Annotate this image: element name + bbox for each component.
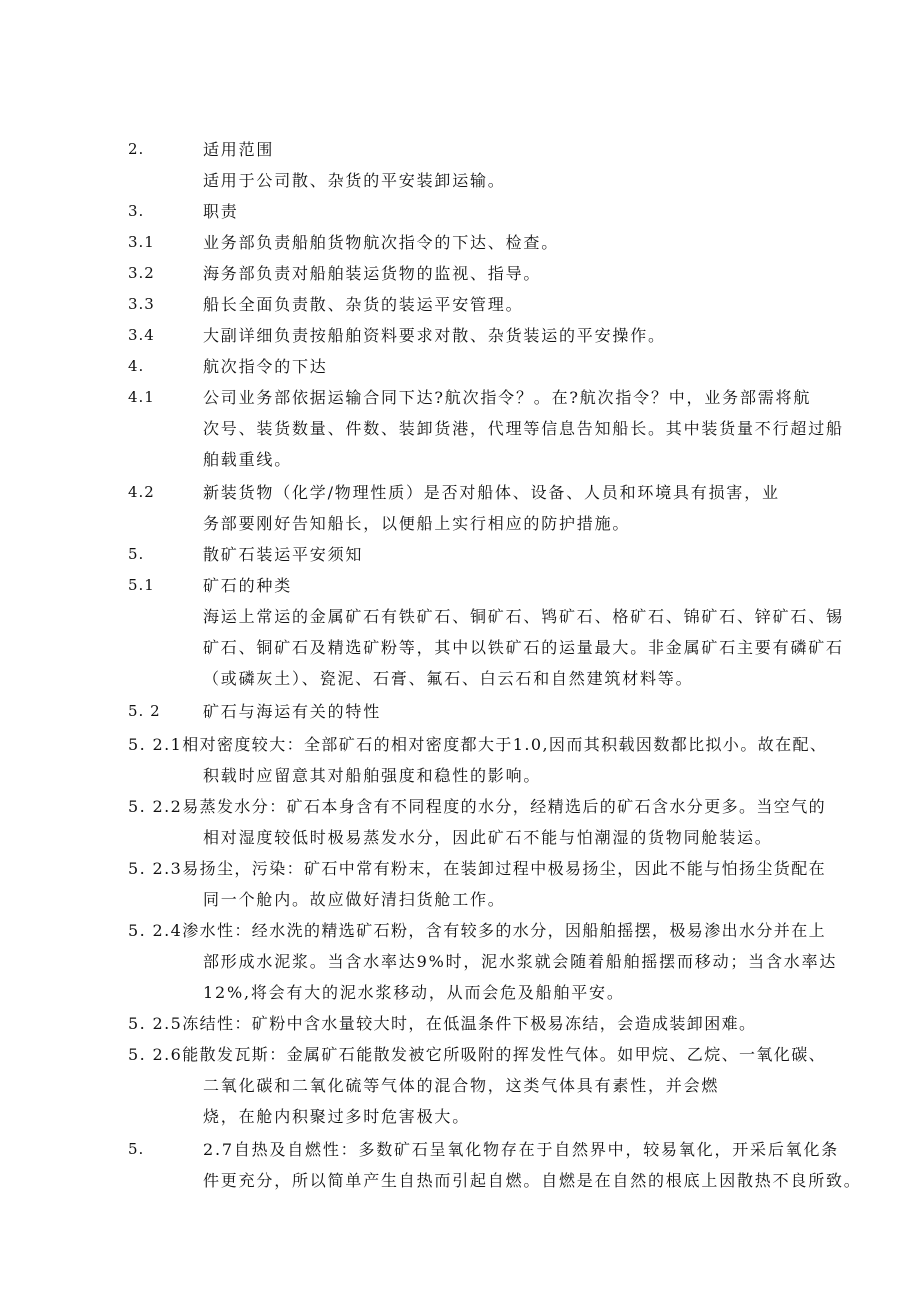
section-number: 5.1 [128, 576, 155, 594]
paragraph-line: 二氧化碳和二氧化硫等气体的混合物，这类气体具有素性，并会燃 [203, 1076, 720, 1095]
section-title: 职责 [203, 202, 239, 221]
section-5-2-5 [0, 1008, 920, 1039]
section-5-1-line-2 [0, 632, 920, 663]
section-number: 3.1 [128, 233, 155, 251]
section-number: 5. [128, 1140, 145, 1158]
section-2-body [0, 165, 920, 196]
section-4-heading [0, 351, 920, 382]
section-3-4 [0, 320, 920, 351]
section-5-2-heading [0, 696, 920, 727]
paragraph-line: 同一个舱内。故应做好清扫货舱工作。 [203, 890, 506, 909]
section-5-heading [0, 539, 920, 570]
section-4-2-line-2 [0, 508, 920, 539]
section-5-2-6-line-2 [0, 1070, 920, 1101]
paragraph-line: 12%,将会有大的泥水浆移动，从而会危及船舶平安。 [203, 983, 625, 1002]
section-3-2 [0, 258, 920, 289]
paragraph-line: 烧，在舱内积聚过多时危害极大。 [203, 1107, 471, 1126]
section-title: 散矿石装运平安须知 [203, 545, 364, 564]
paragraph-line: （或磷灰土）、瓷泥、石膏、氟石、白云石和自然建筑材料等。 [203, 669, 694, 688]
section-number: 4.2 [128, 483, 155, 501]
paragraph-line: 5. 2.2易蒸发水分：矿石本身含有不同程度的水分，经精选后的矿石含水分更多。当空气的 [128, 797, 826, 816]
section-4-2 [0, 477, 920, 508]
section-number: 5. [128, 545, 145, 563]
section-number: 5. 2 [128, 702, 161, 720]
paragraph-line: 5. 2.1相对密度较大：全部矿石的相对密度都大于1.0,因而其积载因数都比拟小。故在配、 [128, 735, 828, 754]
section-4-1 [0, 382, 920, 413]
section-title: 矿石与海运有关的特性 [203, 702, 382, 721]
section-4-1-line-2 [0, 413, 920, 444]
section-4-1-line-3 [0, 444, 920, 475]
section-title: 航次指令的下达 [203, 357, 328, 376]
paragraph-line: 舶载重线。 [203, 450, 293, 469]
section-5-1-heading [0, 570, 920, 601]
paragraph-line: 适用于公司散、杂货的平安装卸运输。 [203, 171, 506, 190]
section-5-2-2 [0, 791, 920, 822]
section-5-2-3-line-2 [0, 884, 920, 915]
section-5-1-line-1 [0, 601, 920, 632]
paragraph-line: 新装货物（化学/物理性质）是否对船体、设备、人员和环境具有损害，业 [203, 483, 780, 502]
section-number: 4. [128, 357, 145, 375]
paragraph-line: 相对湿度较低时极易蒸发水分，因此矿石不能与怕潮湿的货物同舱装运。 [203, 828, 773, 847]
section-5-2-4-line-3 [0, 977, 920, 1008]
section-title: 适用范围 [203, 140, 275, 159]
paragraph-line: 次号、装货数量、件数、装卸货港，代理等信息告知船长。其中装货量不行超过船 [203, 419, 844, 438]
paragraph-line: 积载时应留意其对船舶强度和稳性的影响。 [203, 766, 542, 785]
paragraph-line: 5. 2.5冻结性：矿粉中含水量较大时，在低温条件下极易冻结，会造成装卸困难。 [128, 1014, 757, 1033]
section-3-heading [0, 196, 920, 227]
paragraph-line: 件更充分，所以简单产生自热而引起自燃。自燃是在自然的根底上因散热不良所致。 [203, 1171, 862, 1190]
section-5-2-3 [0, 853, 920, 884]
paragraph-line: 5. 2.3易扬尘，污染：矿石中常有粉末，在装卸过程中极易扬尘，因此不能与怕扬尘货配在 [128, 859, 826, 878]
paragraph-line: 业务部负责船舶货物航次指令的下达、检查。 [203, 233, 560, 252]
paragraph-line: 船长全面负责散、杂货的装运平安管理。 [203, 295, 524, 314]
section-5-2-7 [0, 1134, 920, 1165]
paragraph-line: 5. 2.6能散发瓦斯：金属矿石能散发被它所吸附的挥发性气体。如甲烷、乙烷、一氧化碳、 [128, 1045, 826, 1064]
section-5-2-1-line-2 [0, 760, 920, 791]
section-5-2-6-line-3 [0, 1101, 920, 1132]
section-number: 3. [128, 202, 145, 220]
section-title: 矿石的种类 [203, 576, 293, 595]
paragraph-line: 公司业务部依据运输合同下达?航次指令？。在?航次指令？中，业务部需将航 [203, 388, 812, 407]
section-3-3 [0, 289, 920, 320]
paragraph-line: 部形成水泥浆。当含水率达9%时，泥水浆就会随着船舶摇摆而移动；当含水率达 [203, 952, 838, 971]
section-3-1 [0, 227, 920, 258]
section-number: 4.1 [128, 388, 155, 406]
section-5-2-4 [0, 915, 920, 946]
section-5-2-7-line-2 [0, 1165, 920, 1196]
paragraph-line: 海运上常运的金属矿石有铁矿石、铜矿石、鸨矿石、格矿石、锦矿石、锌矿石、锡 [203, 607, 844, 626]
section-5-2-4-line-2 [0, 946, 920, 977]
paragraph-line: 大副详细负责按船舶资料要求对散、杂货装运的平安操作。 [203, 326, 666, 345]
paragraph-line: 矿石、铜矿石及精选矿粉等，其中以铁矿石的运量最大。非金属矿石主要有磷矿石 [203, 638, 844, 657]
paragraph-line: 务部要刚好告知船长，以便船上实行相应的防护措施。 [203, 514, 631, 533]
section-number: 3.4 [128, 326, 155, 344]
section-5-2-2-line-2 [0, 822, 920, 853]
section-number: 3.2 [128, 264, 155, 282]
section-number: 2. [128, 140, 145, 158]
section-5-2-6 [0, 1039, 920, 1070]
section-2-heading [0, 134, 920, 165]
paragraph-line: 5. 2.4渗水性：经水洗的精选矿石粉，含有较多的水分，因船舶摇摆，极易渗出水分并在上 [128, 921, 826, 940]
paragraph-line: 海务部负责对船舶装运货物的监视、指导。 [203, 264, 542, 283]
section-5-1-line-3 [0, 663, 920, 694]
section-number: 3.3 [128, 295, 155, 313]
section-5-2-1 [0, 729, 920, 760]
paragraph-line: 2.7自热及自燃性：多数矿石呈氧化物存在于自然界中，较易氧化，开采后氧化条 [203, 1140, 840, 1159]
